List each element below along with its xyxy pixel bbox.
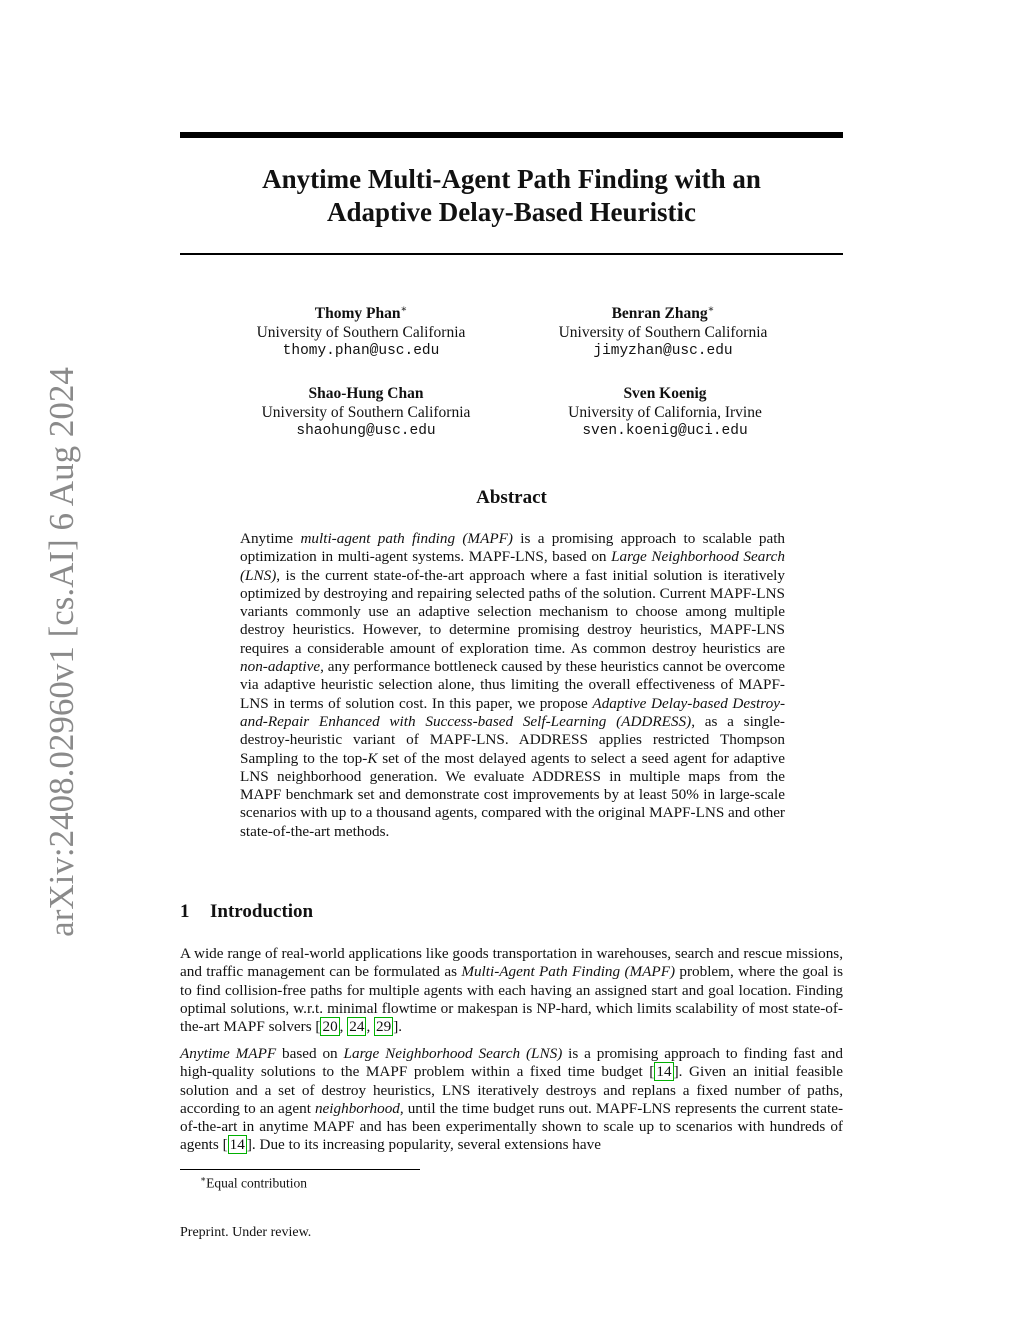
author-mark: ∗	[707, 304, 715, 315]
citation-link[interactable]: 14	[229, 1136, 245, 1154]
title-bottom-rule	[180, 253, 843, 255]
author-affiliation: University of Southern California	[256, 324, 466, 342]
intro-paragraph-1: A wide range of real-world applications like goods transportation in warehouses, search and rescue missions, and traffic management can be formulated as Multi-Agent Path Finding (MAPF) problem, where the goal is to find collision-free paths for multiple agents with each having an assigned start and goal location. Finding optimal solutions, w.r.t. minimal flowtime or makespan is NP-hard, which limits scalability of most state-of-the-art MAPF solvers [ 20 , 24 , 29 ].	[180, 945, 844, 1036]
author-name: Sven Koenig	[623, 385, 707, 402]
author-block-2	[503, 300, 823, 361]
footnote-mark: ∗	[200, 1174, 207, 1184]
footnote-rule	[180, 1169, 420, 1170]
author-email: thomy.phan@usc.edu	[282, 343, 440, 360]
author-name: Benran Zhang	[611, 305, 708, 323]
author-block-1	[201, 300, 521, 361]
title-line-1: Anytime Multi-Agent Path Finding with an	[262, 164, 761, 194]
abstract-text: Anytime multi-agent path finding (MAPF) is a promising approach to scalable path optimization in multi-agent systems. MAPF-LNS, based on Large Neighborhood Search (LNS), is the current state-of-the-art approach where a fast initial solution is iteratively optimized by destroying and repairing selected paths of the solution. Current MAPF-LNS variants commonly use an adaptive selection mechanism to choose among multiple destroy heuristics. However, to determine promising destroy heuristics, MAPF-LNS requires a considerable amount of exploration time. As common destroy heuristics are non-adaptive, any performance bottleneck caused by these heuristics cannot be overcome via adaptive heuristic selection alone, thus limiting the overall effectiveness of MAPF-LNS in terms of solution cost. In this paper, we propose Adaptive Delay-based Destroy-and-Repair Enhanced with Success-based Self-Learning (ADDRESS), as a single-destroy-heuristic variant of MAPF-LNS. ADDRESS applies restricted Thompson Sampling to the top-K set of the most delayed agents to select a seed agent for adaptive LNS neighborhood generation. We evaluate ADDRESS in multiple maps from the MAPF benchmark set and demonstrate cost improvements by at least 50% in large-scale scenarios with up to a thousand agents, compared with the original MAPF-LNS and other state-of-the-art methods.	[240, 530, 786, 840]
author-affiliation: University of California, Irvine	[568, 404, 762, 421]
preprint-notice: Preprint. Under review.	[180, 1225, 312, 1240]
author-block-4	[505, 384, 825, 441]
author-email: shaohung@usc.edu	[296, 423, 436, 439]
section-title: Introduction	[210, 901, 314, 922]
citation-link[interactable]: 24	[349, 1018, 365, 1036]
intro-paragraph-2: Anytime MAPF based on Large Neighborhood Search (LNS) is a promising approach to finding fast and high-quality solutions to the MAPF problem within a fixed time budget [ 14 ]. Given an initial feasible solution and a set of destroy heuristics, LNS iteratively destroys and replans a fixed number of paths, according to an agent neighborhood, until the time budget runs out. MAPF-LNS represents the current state-of-the-art in anytime MAPF and has been experimentally shown to scale up to scenarios with hundreds of agents [ 14 ]. Due to its increasing popularity, several extensions have	[180, 1045, 843, 1154]
footnote-text: Equal contribution	[206, 1175, 307, 1191]
paper-title	[180, 163, 843, 229]
citation-link[interactable]: 20	[322, 1018, 338, 1036]
author-email: jimyzhan@usc.edu	[593, 343, 733, 360]
abstract-heading: Abstract	[476, 487, 547, 508]
author-name: Shao-Hung Chan	[308, 385, 424, 402]
arxiv-identifier: arXiv:2408.02960v1 [cs.AI] 6 Aug 2024	[42, 367, 81, 937]
author-name: Thomy Phan	[314, 305, 401, 323]
author-mark: ∗	[400, 304, 408, 315]
author-affiliation: University of Southern California	[558, 324, 768, 342]
section-number: 1	[180, 901, 190, 922]
author-affiliation: University of Southern California	[261, 404, 471, 421]
title-line-2: Adaptive Delay-Based Heuristic	[327, 197, 696, 227]
citation-link[interactable]: 14	[656, 1063, 672, 1081]
author-block-3	[206, 384, 526, 441]
footnote	[200, 1174, 307, 1192]
section-heading	[180, 901, 313, 923]
citation-link[interactable]: 29	[376, 1018, 392, 1036]
author-email: sven.koenig@uci.edu	[582, 423, 748, 439]
title-top-rule	[180, 132, 843, 138]
